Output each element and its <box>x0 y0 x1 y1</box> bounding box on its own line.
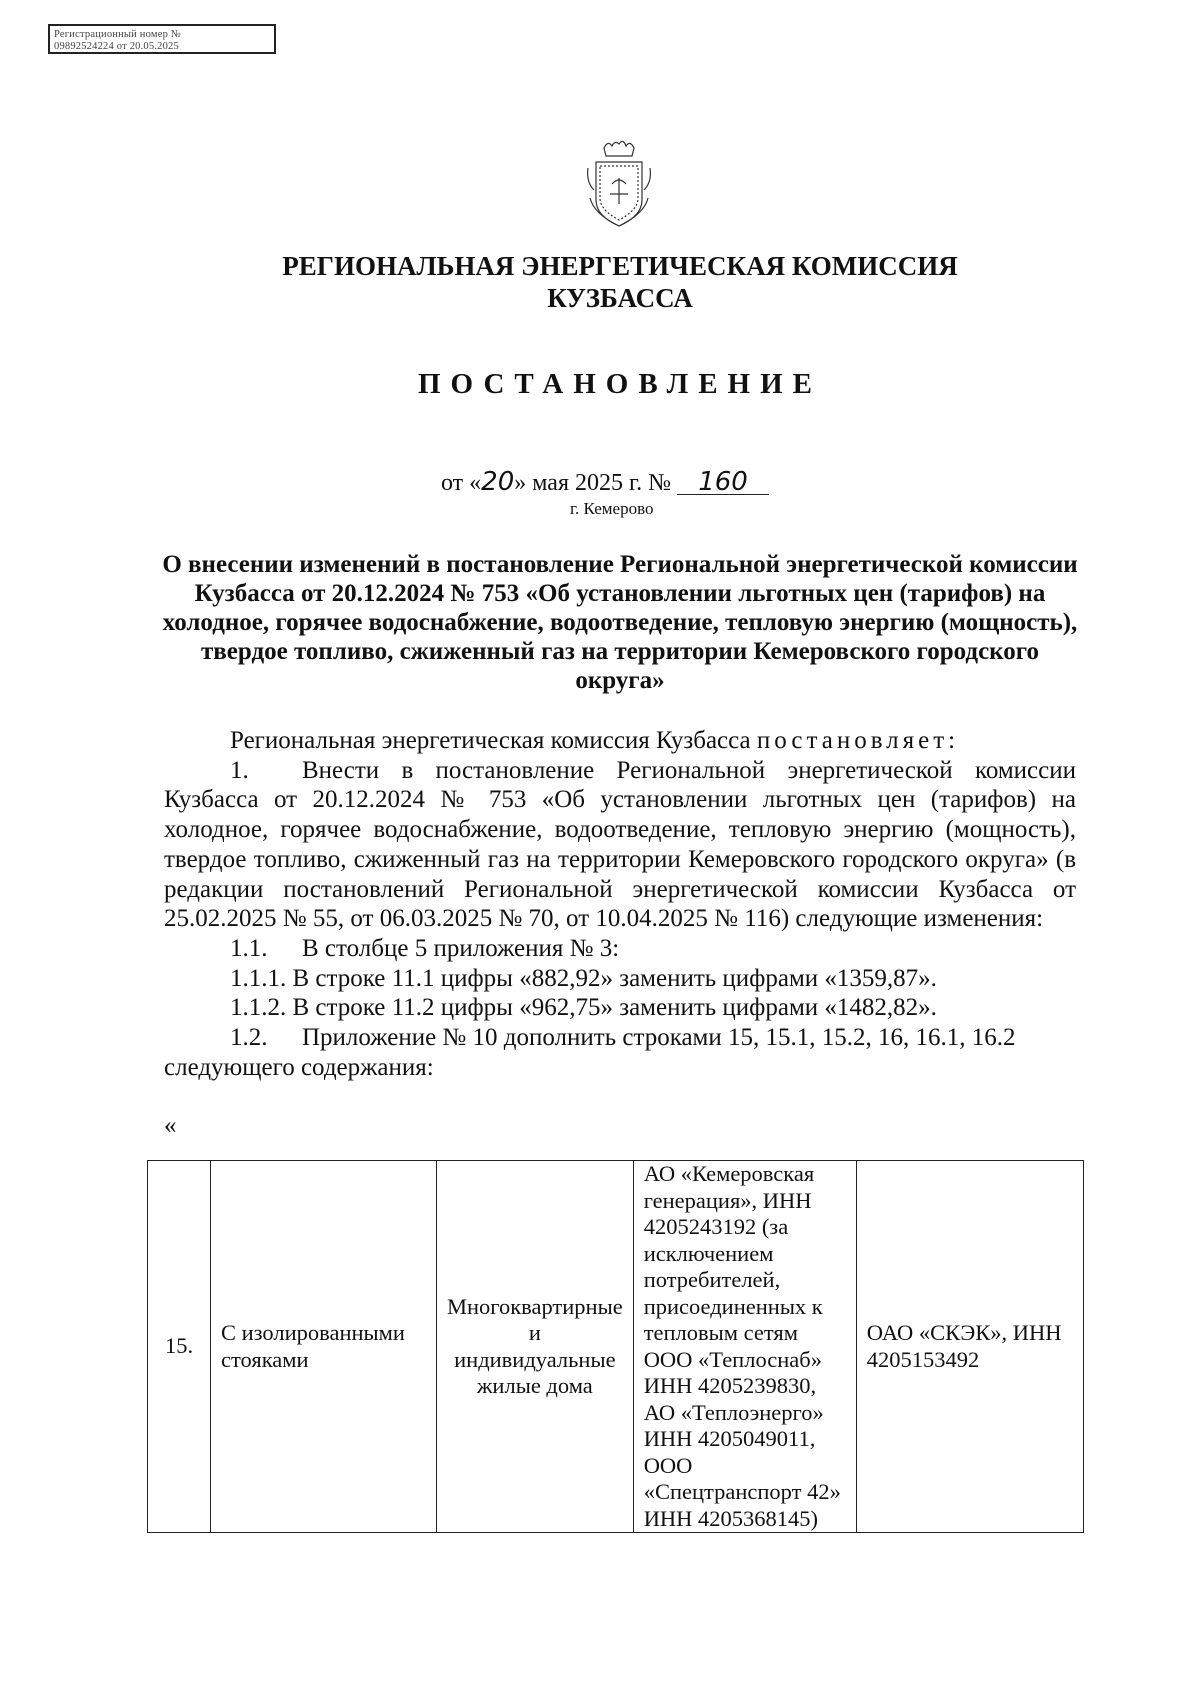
handwritten-day: 20 <box>481 467 515 497</box>
heat-supplier: АО «Кемеровская генерация», ИНН 4205243192 (за исключением потребителей, присоединенных к тепловым сетям ООО «Теплоснаб» ИНН 4205239830, АО «Теплоэнерго» ИНН 4205049011, ООО «Спецтранспорт 42» ИНН 4205368145) <box>633 1161 856 1533</box>
kuzbass-coat-of-arms-icon <box>582 138 656 230</box>
commission-title <box>0 250 1200 314</box>
city: г. Кемерово <box>570 499 654 518</box>
item-1-number: 1. <box>230 756 249 784</box>
decree-date-line <box>441 467 769 497</box>
riser-type: С изолированными стояками <box>211 1161 437 1533</box>
decree-subject: О внесении изменений в постановление Региональной энергетической комиссии Кузбасса от 20.12.2024 № 753 «Об установлении льготных цен (тарифов) на холодное, горячее водоснабжение, водоотведение, тепловую энергию (мощность), твердое топливо, сжиженный газ на территории Кемеровского городского округа» <box>162 551 1078 694</box>
item-1-1-text: В столбце 5 приложения № 3: <box>302 934 620 962</box>
table-row <box>148 1161 1084 1533</box>
commission-line-2: КУЗБАССА <box>547 283 693 313</box>
date-middle: » мая 2025 г. № <box>514 470 672 496</box>
registration-stamp <box>48 24 276 54</box>
item-1-1-number: 1.1. <box>230 934 268 962</box>
intro-text: Региональная энергетическая комиссия Кузбасса <box>230 727 751 754</box>
date-prefix: от « <box>441 470 482 496</box>
item-1-2-text: Приложение № 10 дополнить строками 15, 15.1, 15.2, 16, 16.1, 16.2 следующего содержания: <box>164 1024 1016 1081</box>
registration-line-1: Регистрационный номер № <box>54 29 182 40</box>
item-1-1-1: 1.1.1. В строке 11.1 цифры «882,92» заменить цифрами «1359,87». <box>230 964 937 992</box>
water-provider: ОАО «СКЭК», ИНН 4205153492 <box>856 1161 1083 1533</box>
intro-paragraph <box>164 726 1076 756</box>
handwritten-number: 160 <box>677 470 769 495</box>
appendix-table <box>147 1160 1084 1533</box>
commission-line-1: РЕГИОНАЛЬНАЯ ЭНЕРГЕТИЧЕСКАЯ КОМИССИЯ <box>282 251 958 281</box>
opening-quote: « <box>164 1112 177 1139</box>
document-type: ПОСТАНОВЛЕНИЕ <box>417 368 822 400</box>
item-1-2 <box>164 1023 1076 1082</box>
decree-body <box>164 726 1076 1082</box>
registration-line-2: 09892524224 от 20.05.2025 <box>54 41 179 52</box>
item-1 <box>164 756 1076 934</box>
row-number: 15. <box>148 1161 211 1533</box>
housing-type: Многоквартирные и индивидуальные жилые дома <box>437 1161 634 1533</box>
item-1-1 <box>164 934 1076 964</box>
intro-verb: постановляет: <box>756 727 960 754</box>
item-1-1-2: 1.1.2. В строке 11.2 цифры «962,75» заменить цифрами «1482,82». <box>230 994 937 1022</box>
item-1-text: Внести в постановление Региональной энергетической комиссии Кузбасса от 20.12.2024 № 753 «Об установлении льготных цен (тарифов) на холодное, горячее водоснабжение, водоотведение, тепловую энергию (мощность), твердое топливо, сжиженный газ на территории Кемеровского городского округа» (в редакции постановлений Региональной энергетической комиссии Кузбасса от 25.02.2025 № 55, от 06.03.2025 № 70, от 10.04.2025 № 116) следующие изменения: <box>164 756 1076 933</box>
item-1-2-number: 1.2. <box>230 1024 268 1052</box>
